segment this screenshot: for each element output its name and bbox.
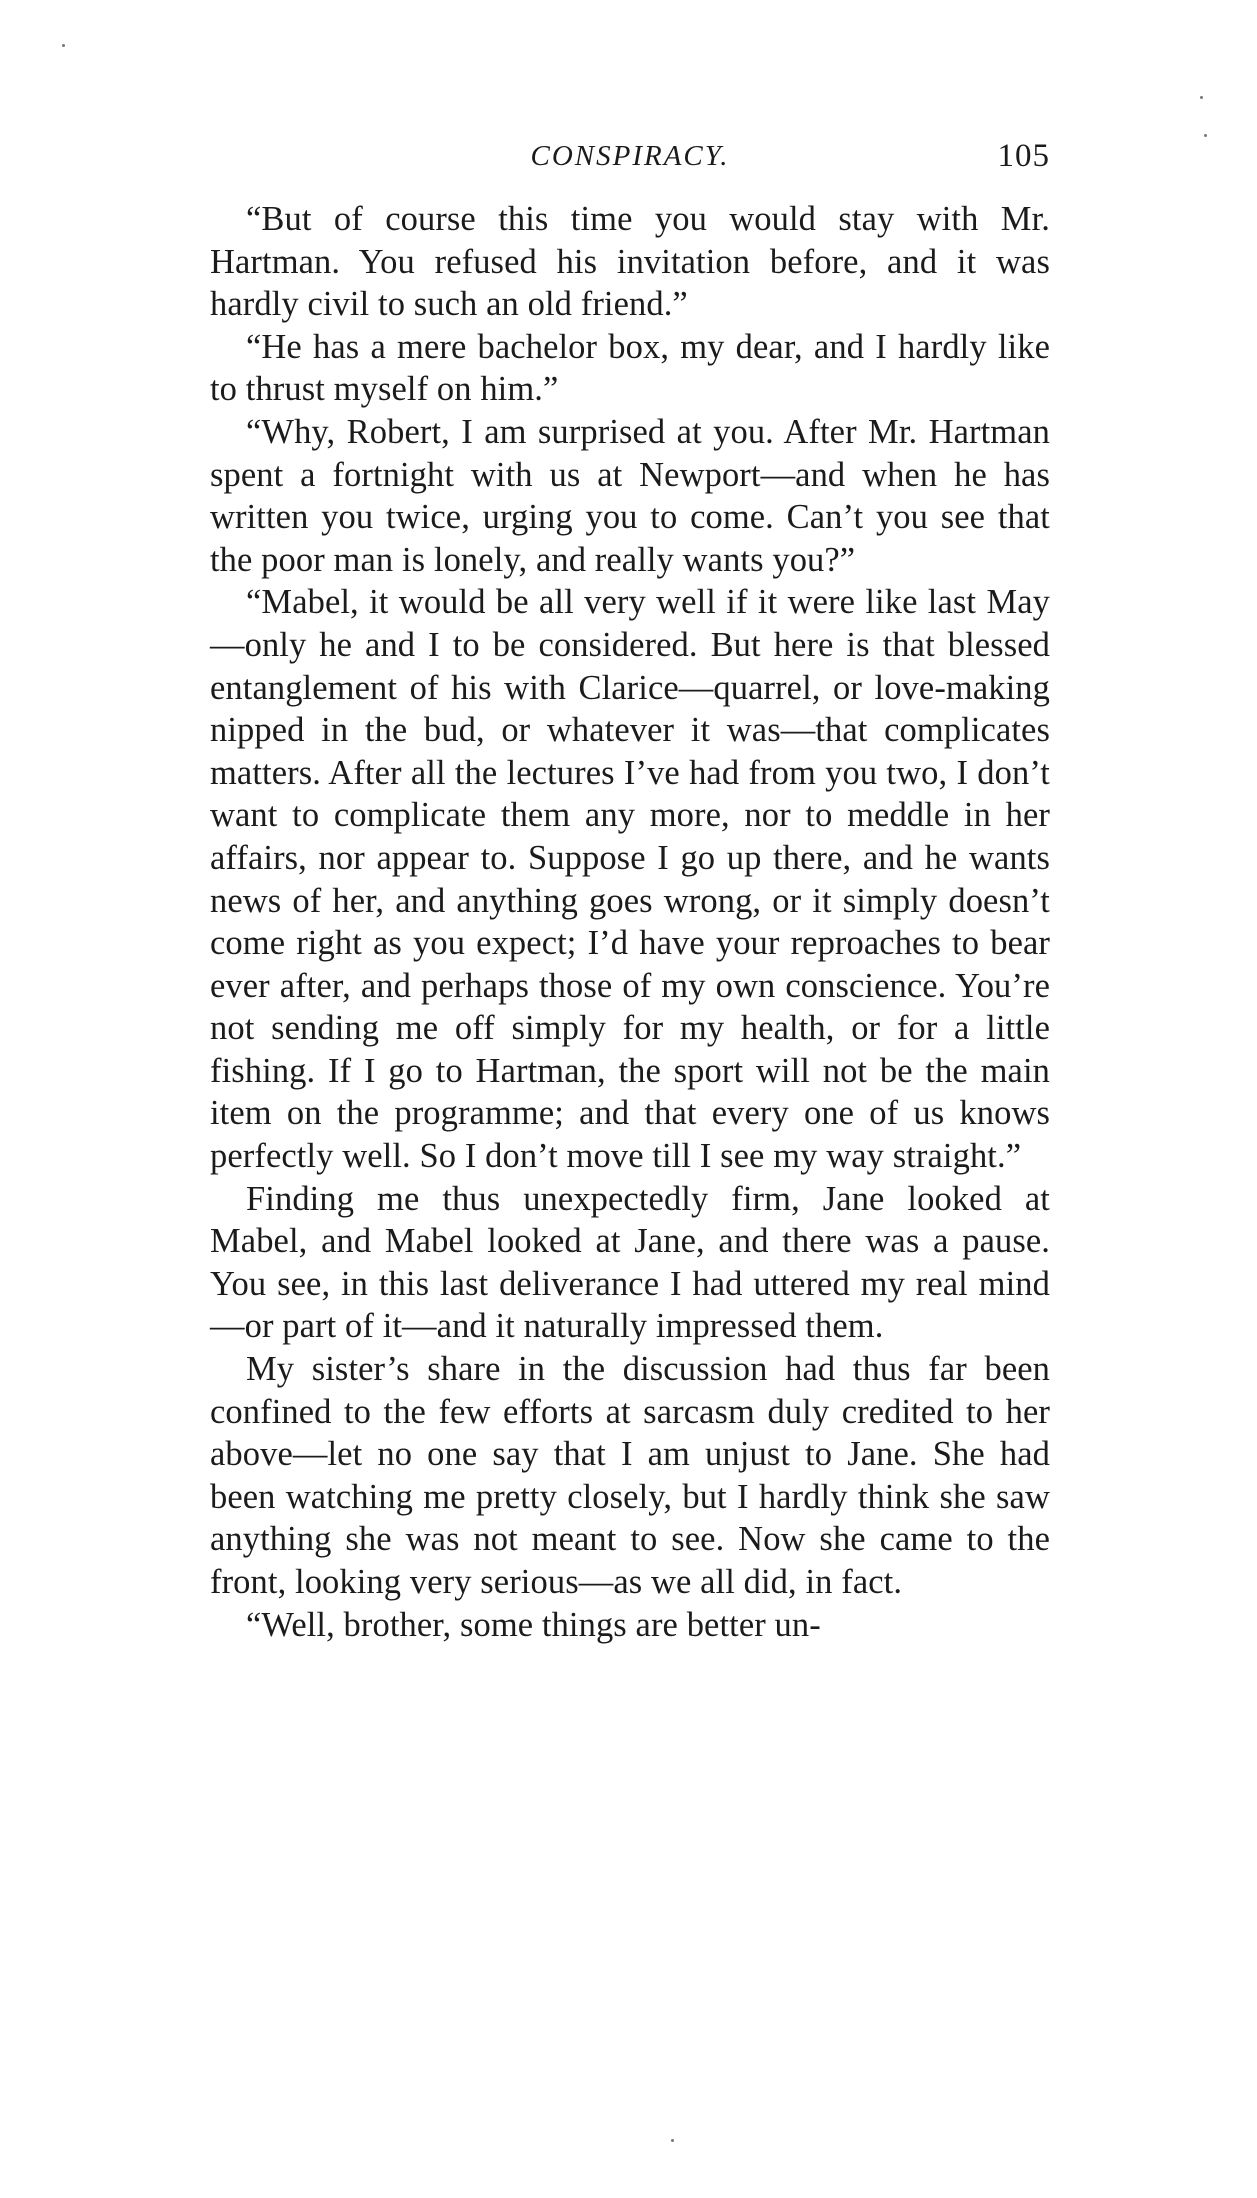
paragraph-3: “Why, Robert, I am surprised at you. After Mr. Hartman spent a fortnight with us at Newport—and when he has written you twice, urging you to come. Can’t you see that the poor man is lonely, and really wants you?” xyxy=(210,412,1050,579)
paper-speck xyxy=(1200,96,1203,99)
paper-speck xyxy=(1204,134,1207,137)
paragraph-5: Finding me thus unexpectedly firm, Jane looked at Mabel, and Mabel looked at Jane, and there was a pause. You see, in this last deliverance I had uttered my real mind—or part of it—and it naturally impressed them. xyxy=(210,1179,1050,1346)
page-number: 105 xyxy=(997,138,1050,174)
running-head: CONSPIRACY. xyxy=(530,140,730,172)
paper-speck xyxy=(671,2139,674,2142)
paragraph-1: “But of course this time you would stay with Mr. Hartman. You refused his invitation before, and it was hardly civil to such an old friend.” xyxy=(210,200,1050,324)
body-text xyxy=(210,198,1050,1646)
paragraph-7: “Well, brother, some things are better un- xyxy=(246,1605,821,1644)
paragraph-4: “Mabel, it would be all very well if it were like last May—only he and I to be considered. But here is that blessed entanglement of his with Clarice—quarrel, or love-making nipped in the bud, or whatever it was—that complicates matters. After all the lectures I’ve had from you two, I don’t want to complicate them any more, nor to meddle in her affairs, nor appear to. Suppose I go up there, and he wants news of her, and anything goes wrong, or it simply doesn’t come right as you expect; I’d have your reproaches to bear ever after, and perhaps those of my own conscience. You’re not sending me off simply for my health, or for a little fishing. If I go to Hartman, the sport will not be the main item on the programme; and that every one of us knows perfectly well. So I don’t move till I see my way straight.” xyxy=(210,583,1050,1176)
page-header xyxy=(210,140,1050,184)
paragraph-2: “He has a mere bachelor box, my dear, and I hardly like to thrust myself on him.” xyxy=(210,327,1050,409)
paragraph-6: My sister’s share in the discussion had thus far been confined to the few efforts at sarcasm duly credited to her above—let no one say that I am unjust to Jane. She had been watching me pretty closely, but I hardly think she saw anything she was not meant to see. Now she came to the front, looking very serious—as we all did, in fact. xyxy=(210,1350,1050,1601)
paper-speck xyxy=(62,44,65,47)
